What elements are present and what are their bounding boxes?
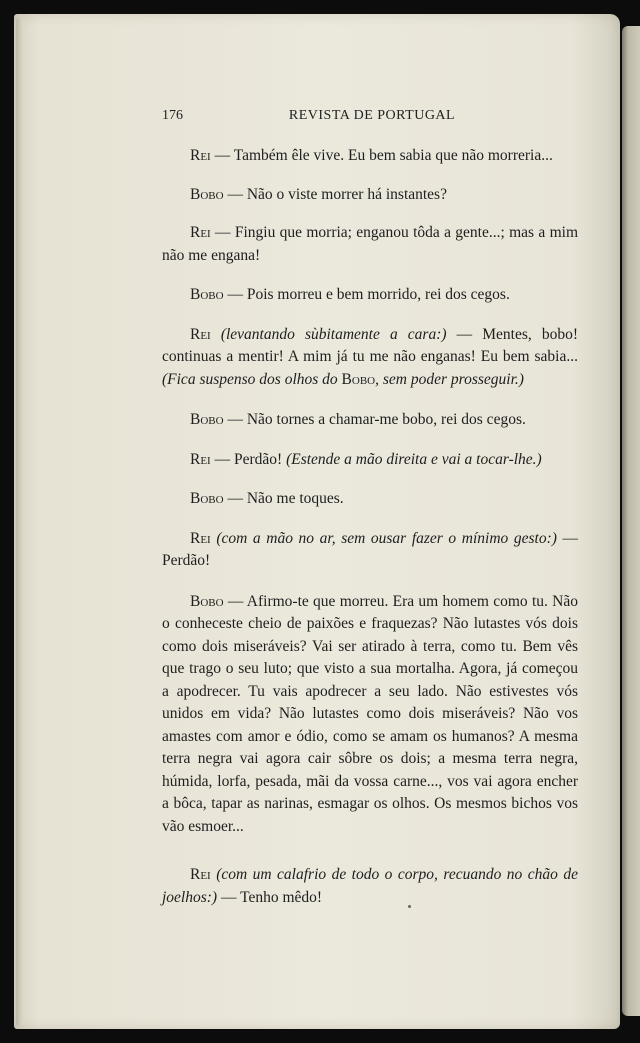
dialogue-line: Rei — Fingiu que morria; enganou tôda a gente...; mas a mim não me engana!: [162, 224, 578, 264]
speaker-name: Bobo: [190, 411, 224, 428]
speaker-name: Bobo: [190, 286, 224, 303]
dialogue-line: Rei — Perdão! (Estende a mão direita e vai a tocar-lhe.): [190, 450, 542, 468]
stage-direction: (levantando sùbitamente a cara:): [210, 325, 447, 343]
dialogue-text: Também êle vive. Eu bem sabia que não morreria...: [233, 147, 553, 164]
speaker-name: Rei: [190, 450, 211, 468]
dialogue-text: Perdão!: [233, 450, 283, 468]
dialogue-line: Bobo — Não me toques.: [190, 490, 344, 507]
stage-direction: (Estende a mão direita e vai a tocar-lhe.): [282, 450, 542, 468]
page-gutter: [16, 18, 22, 1026]
speaker-name: Rei: [190, 224, 211, 241]
speaker-name: Rei: [190, 147, 211, 164]
stage-direction-name: Bobo: [341, 370, 376, 388]
dialogue-line: Bobo — Afirmo-te que morreu. Era um homem como tu. Não o conheceste cheio de paixões e fraquezas? Não lutastes vós dois como dois miseráveis? Vai ser atirado à terra, como tu. Bem vês que trago o seu luto; que visto a sua mortalha. Agora, já começou a apodrecer. Tu vais apodrecer a seu lado. Não estivestes vós unidos em vida? Não lutastes como dois miseráveis? Não vos amastes com amor e ódio, como se amam os humanos? A mesma terra negra vai agora cair sôbre os dois; a mesma terra negra, húmida, lorfa, pesada, mãi da vossa carne..., vos vai agora encher a bôca, tapar as narinas, esmagar os olhos. Os mesmos bichos vos vão esmoer...: [162, 592, 578, 835]
stage-direction: (com um calafrio de todo o corpo, recuando no chão de joelhos:): [162, 866, 578, 906]
dialogue-text: Não me toques.: [246, 490, 344, 507]
dialogue-line: Bobo — Não o viste morrer há instantes?: [190, 185, 447, 203]
dialogue-line: Bobo — Não tornes a chamar-me bobo, rei dos cegos.: [190, 411, 526, 428]
play-dialogue: [162, 145, 578, 909]
journal-title: REVISTA DE PORTUGAL: [288, 108, 456, 123]
dialogue-text: Perdão!: [162, 552, 211, 569]
stage-direction: (com a mão no ar, sem ousar fazer o mínimo gesto:): [210, 529, 557, 547]
stage-direction: (Fica suspenso dos olhos do: [162, 370, 342, 388]
speaker-name: Rei: [190, 866, 211, 883]
dialogue-line: Rei (com um calafrio de todo o corpo, recuando no chão de joelhos:) — Tenho mêdo!: [162, 866, 578, 906]
dialogue-line: Bobo — Pois morreu e bem morrido, rei dos cegos.: [190, 286, 510, 303]
speaker-name: Rei: [190, 529, 211, 547]
running-header: [162, 108, 582, 128]
dialogue-text: Não tornes a chamar-me bobo, rei dos cegos.: [246, 411, 526, 428]
stage-direction: , sem poder prosseguir.): [375, 370, 524, 388]
speaker-name: Bobo: [190, 592, 224, 610]
dialogue-text: Não o viste morrer há instantes?: [246, 185, 447, 203]
page-number: 176: [162, 108, 183, 123]
dialogue-line: Rei (levantando sùbitamente a cara:) — Mentes, bobo! continuas a mentir! A mim já tu me não enganas! Eu bem sabia... (Fica suspenso dos olhos do Bobo, sem poder prosseguir.): [162, 325, 578, 388]
dialogue-text: Fingiu que morria; enganou tôda a gente...; mas a mim não me engana!: [162, 224, 578, 264]
dialogue-line: Rei (com a mão no ar, sem ousar fazer o mínimo gesto:) — Perdão!: [162, 529, 579, 569]
page-speck: [408, 905, 411, 908]
dialogue-text: Pois morreu e bem morrido, rei dos cegos.: [246, 286, 510, 303]
speaker-name: Bobo: [190, 490, 224, 507]
dialogue-text: Tenho mêdo!: [240, 888, 323, 906]
adjacent-page-edge: [622, 26, 640, 1016]
dialogue-text: Afirmo-te que morreu. Era um homem como tu. Não o conheceste cheio de paixões e fraquezas? Não lutastes vós dois como dois miseráveis? Vai ser atirado à terra, como tu. Bem vês que trago o seu luto; que visto a sua mortalha. Agora, já começou a apodrecer. Tu vais apodrecer a seu lado. Não estivestes vós unidos em vida? Não lutastes como dois miseráveis? Não vos amastes com amor e ódio, como se amam os humanos? A mesma terra negra vai agora cair sôbre os dois; a mesma terra negra, húmida, lorfa, pesada, mãi da vossa carne..., vos vai agora encher a bôca, tapar as narinas, esmagar os olhos. Os mesmos bichos vos vão esmoer...: [162, 592, 578, 835]
dialogue-line: Rei — Também êle vive. Eu bem sabia que não morreria...: [190, 147, 553, 164]
dialogue-text: Mentes, bobo! continuas a mentir! A mim já tu me não enganas! Eu bem sabia...: [162, 325, 578, 365]
speaker-name: Bobo: [190, 185, 224, 203]
speaker-name: Rei: [190, 325, 211, 343]
